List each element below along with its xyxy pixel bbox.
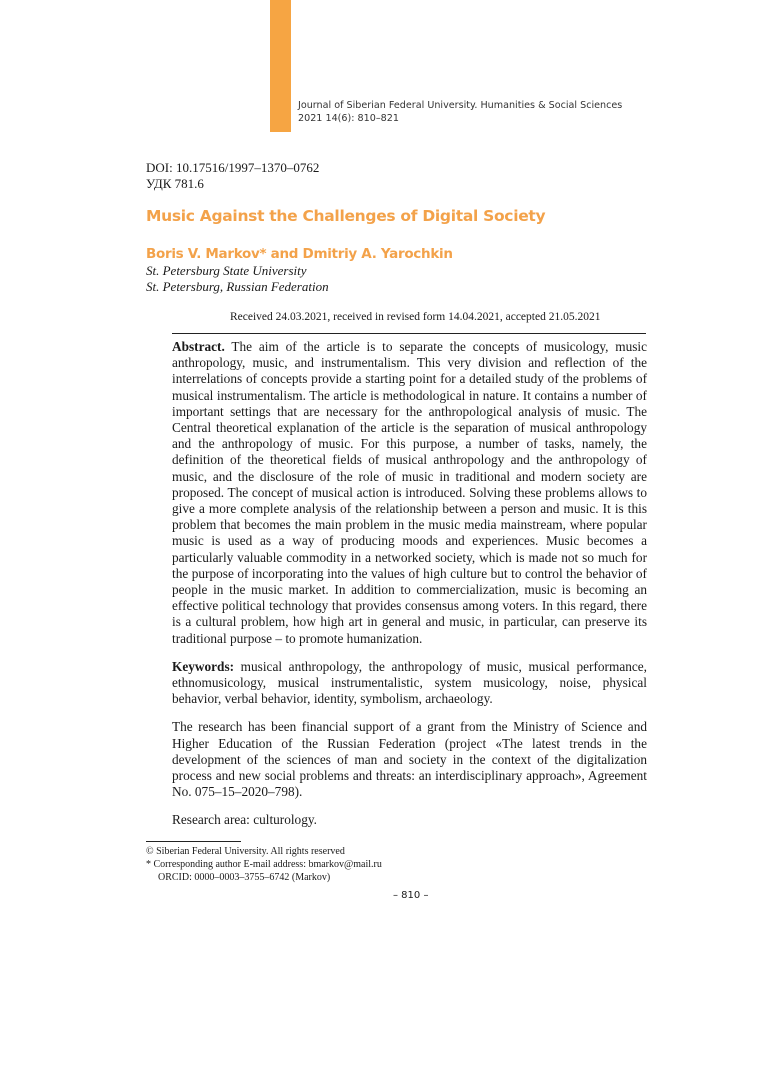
footnotes [146, 845, 382, 884]
journal-issue: 2021 14(6): 810–821 [298, 113, 399, 124]
authors: Boris V. Markov* and Dmitriy A. Yarochkin [146, 246, 453, 262]
journal-name: Journal of Siberian Federal University. Humanities & Social Sciences [298, 100, 623, 111]
keywords-label: Keywords: [172, 658, 235, 674]
abstract-label: Abstract. [172, 339, 225, 354]
udk: УДК 781.6 [146, 176, 204, 191]
footnote-divider [146, 841, 241, 842]
affiliation-university: St. Petersburg State University [146, 263, 307, 278]
orcid: ORCID: 0000–0003–3755–6742 (Markov) [158, 872, 331, 883]
affiliation [146, 263, 329, 295]
funding: The research has been financial support of a grant from the Ministry of Science and Higher Education of the Russian Federation (project «The latest trends in the development of the sciences of man and society in the context of the digitalization process and new social problems and threats: an interdisciplinary approach», Agreement No. 075–15–2020–798). [172, 719, 647, 800]
abstract [172, 339, 647, 647]
copyright: © Siberian Federal University. All rights reserved [146, 846, 345, 857]
keywords-text: musical anthropology, the anthropology of music, musical performance, ethnomusicology, musical instrumentalistic, system musicology, noise, physical behavior, verbal behavior, identity, symbolism, archaeology. [172, 658, 647, 707]
journal-accent-bar [270, 0, 291, 132]
page-number: – 810 – [393, 890, 429, 901]
journal-header [298, 99, 622, 125]
article-body [172, 339, 647, 841]
doi: DOI: 10.17516/1997–1370–0762 [146, 160, 320, 175]
received-dates: Received 24.03.2021, received in revised form 14.04.2021, accepted 21.05.2021 [230, 311, 601, 323]
article-meta [146, 160, 319, 192]
divider [172, 333, 646, 334]
abstract-text: The aim of the article is to separate the concepts of musicology, music anthropology, music, and instrumentalism. This very division and reflection of the interrelations of concepts provide a starting point for a detailed study of the problems of musical instrumentalism. The article is methodological in nature. It contains a number of important settings that are necessary for the anthropological analysis of music. The Central theoretical explanation of the article is the separation of musical anthropology and the anthropology of music. For this purpose, a number of tasks, namely, the definition of the theoretical fields of musical anthropology and the anthropology of music, and the disclosure of the role of music in traditional and modern society are proposed. The concept of musical action is introduced. Solving these problems allows to give a more complete analysis of the relationship between a person and music. It is this problem that becomes the main problem in the music media mainstream, where popular music is used as a way of producing moods and experiences. Music becomes a particularly valuable commodity in a networked society, which is made not so much for the purpose of incorporating into the values of high culture but to control the behavior of people in the music market. In addition to commercialization, music is becoming an effective political technology that provides consensus among voters. In this regard, there is a cultural problem, how high art in general and music, in particular, can preserve its traditional purpose – to promote humanization. [172, 339, 647, 646]
corresponding-author: * Corresponding author E-mail address: bmarkov@mail.ru [146, 859, 382, 870]
keywords [172, 659, 647, 708]
article-title: Music Against the Challenges of Digital Society [146, 207, 546, 225]
research-area: Research area: culturology. [172, 812, 317, 828]
affiliation-location: St. Petersburg, Russian Federation [146, 279, 329, 294]
